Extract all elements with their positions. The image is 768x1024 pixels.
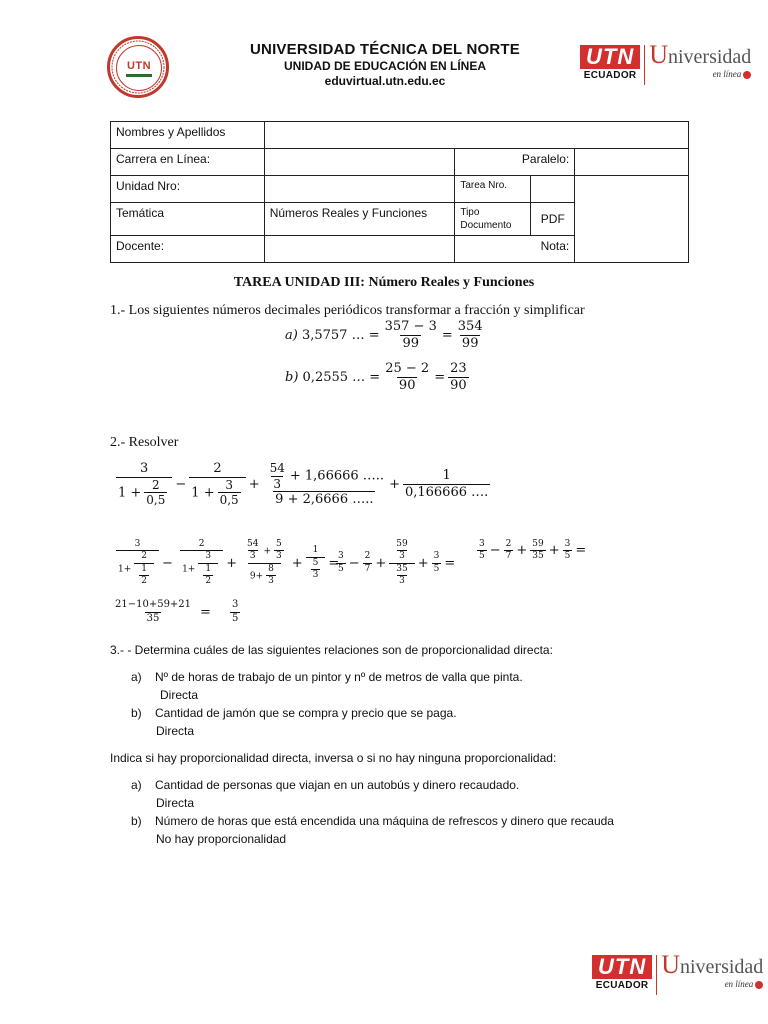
unit-label: Unidad Nro:	[111, 176, 265, 203]
question-1: 1.- Los siguientes números decimales periódicos transformar a fracción y simplificar	[110, 303, 585, 318]
seal-text: UTN	[126, 59, 152, 72]
utn-logo-footer	[592, 950, 764, 995]
q2-term-2: 2 1 + $\frac{3}{0,5}$	[189, 462, 245, 507]
unit-field[interactable]	[264, 176, 455, 203]
question-4: Indica si hay proporcionalidad directa, inversa o si no hay ninguna proporcionalidad:	[110, 751, 557, 765]
parallel-field[interactable]	[575, 149, 689, 176]
q1b-fraction-1: $\frac{25 - 2}{90}$	[385, 361, 430, 393]
q1a-label: a)	[285, 327, 298, 343]
grade-field[interactable]	[575, 176, 689, 263]
q4-item-a: a) Cantidad de personas que viajan en un autobús y dinero recaudado.	[131, 778, 520, 792]
q1b-equation: b) 0,2555 … = $\frac{25 - 2}{90}$ = $\frac{23}{90}$	[285, 361, 467, 393]
logo-initial: U	[661, 950, 680, 979]
q1b-fraction-2: $\frac{23}{90}$	[450, 361, 467, 393]
logo-utn: UTN	[580, 45, 640, 69]
logo-dot-icon	[755, 981, 763, 989]
assignment-title: TAREA UNIDAD III: Número Reales y Funciones	[233, 275, 535, 290]
logo-univ: niversidad	[668, 46, 752, 68]
q2-term-3: $\frac{54}{3}$ + 1,66666 ….. 9 + 2,6666 …..	[269, 461, 385, 508]
teacher-field[interactable]	[264, 236, 455, 263]
logo-utn: UTN	[592, 955, 652, 979]
q3-answer-a: Directa	[160, 688, 199, 702]
doc-type-label: Tipo Documento	[455, 203, 531, 236]
q3-item-b: b) Cantidad de jamón que se compra y precio que se paga.	[131, 706, 457, 720]
q2-term-1: 3 1 + $\frac{2}{0,5}$	[116, 462, 172, 507]
q1a-fraction-2: $\frac{354}{99}$	[457, 319, 483, 351]
doc-type-value: PDF	[531, 203, 575, 236]
logo-tagline: en línea	[724, 979, 754, 989]
parallel-label: Paralelo:	[455, 149, 575, 176]
university-name: UNIVERSIDAD TÉCNICA DEL NORTE	[250, 41, 520, 58]
q1b-value: 0,2555 … =	[302, 369, 381, 385]
career-label: Carrera en Línea:	[111, 149, 265, 176]
q1a-equation: a) 3,5757 … = $\frac{357 - 3}{99}$ = $\frac{354}{99}$	[285, 319, 483, 351]
q2-result: $\frac{21-10+59+21}{35}$ = $\frac{3}{5}$	[115, 599, 239, 624]
topic-label: Temática	[111, 203, 265, 236]
q1b-label: b)	[285, 369, 299, 385]
q2-step: 3 1+ $\frac{2}{\frac{1}{2}}$ − 2 1+ $\frac{3}{\frac{1}{2}}$ + $\frac{54}{3}$ + $\frac{5}{3}$ 9+ $\frac{8}{3}$ + $\frac{1}{\frac{5}{3}}$ =	[118, 539, 340, 587]
q2-step-2: $\frac{3}{5}$ − $\frac{2}{7}$ + $\frac{\frac{59}{3}}{\frac{35}{3}}$ + $\frac{3}{5}$ =	[338, 539, 456, 587]
q4-answer-b: No hay proporcionalidad	[156, 832, 287, 846]
logo-univ: niversidad	[680, 956, 764, 978]
career-field[interactable]	[264, 149, 455, 176]
site-url: eduvirtual.utn.edu.ec	[324, 74, 446, 88]
utn-logo-top	[580, 40, 752, 85]
q3-item-a: a) Nº de horas de trabajo de un pintor y nº de metros de valla que pinta.	[131, 670, 523, 684]
task-label: Tarea Nro.	[455, 176, 531, 203]
logo-country: ECUADOR	[583, 70, 637, 81]
q2-term-4: $\frac{1}{0,166666 \dots.}$	[404, 468, 489, 500]
q3-answer-b: Directa	[156, 724, 195, 738]
names-field[interactable]	[264, 122, 688, 149]
grade-label: Nota:	[455, 236, 575, 263]
q2-expression: 3 1 + $\frac{2}{0,5}$ − 2 1 + $\frac{3}{0,5}$ + $\frac{54}{3}$ + 1,66666 ….. 9 + 2,6666 ….. + $\frac{1}{0,166666 \dots.}$	[118, 461, 489, 508]
q2-step-3: $\frac{3}{5}$ − $\frac{2}{7}$ + $\frac{59}{35}$ + $\frac{3}{5}$ =	[479, 539, 587, 562]
logo-tagline: en línea	[712, 69, 742, 79]
question-2: 2.- Resolver	[110, 435, 179, 450]
q4-answer-a: Directa	[156, 796, 195, 810]
unit-name: UNIDAD DE EDUCACIÓN EN LÍNEA	[283, 59, 486, 73]
logo-initial: U	[649, 40, 668, 69]
teacher-label: Docente:	[111, 236, 265, 263]
student-info-table	[110, 121, 689, 263]
topic-value: Números Reales y Funciones	[264, 203, 455, 236]
task-field[interactable]	[531, 176, 575, 203]
logo-country: ECUADOR	[595, 980, 649, 991]
q4-item-b: b) Número de horas que está encendida una máquina de refrescos y dinero que recauda	[131, 814, 614, 828]
university-seal	[107, 36, 169, 98]
names-label: Nombres y Apellidos	[111, 122, 265, 149]
q1a-value: 3,5757 … =	[301, 327, 380, 343]
question-3: 3.- - Determina cuáles de las siguientes relaciones son de proporcionalidad directa:	[110, 643, 553, 657]
q1a-fraction-1: $\frac{357 - 3}{99}$	[384, 319, 437, 351]
logo-dot-icon	[743, 71, 751, 79]
